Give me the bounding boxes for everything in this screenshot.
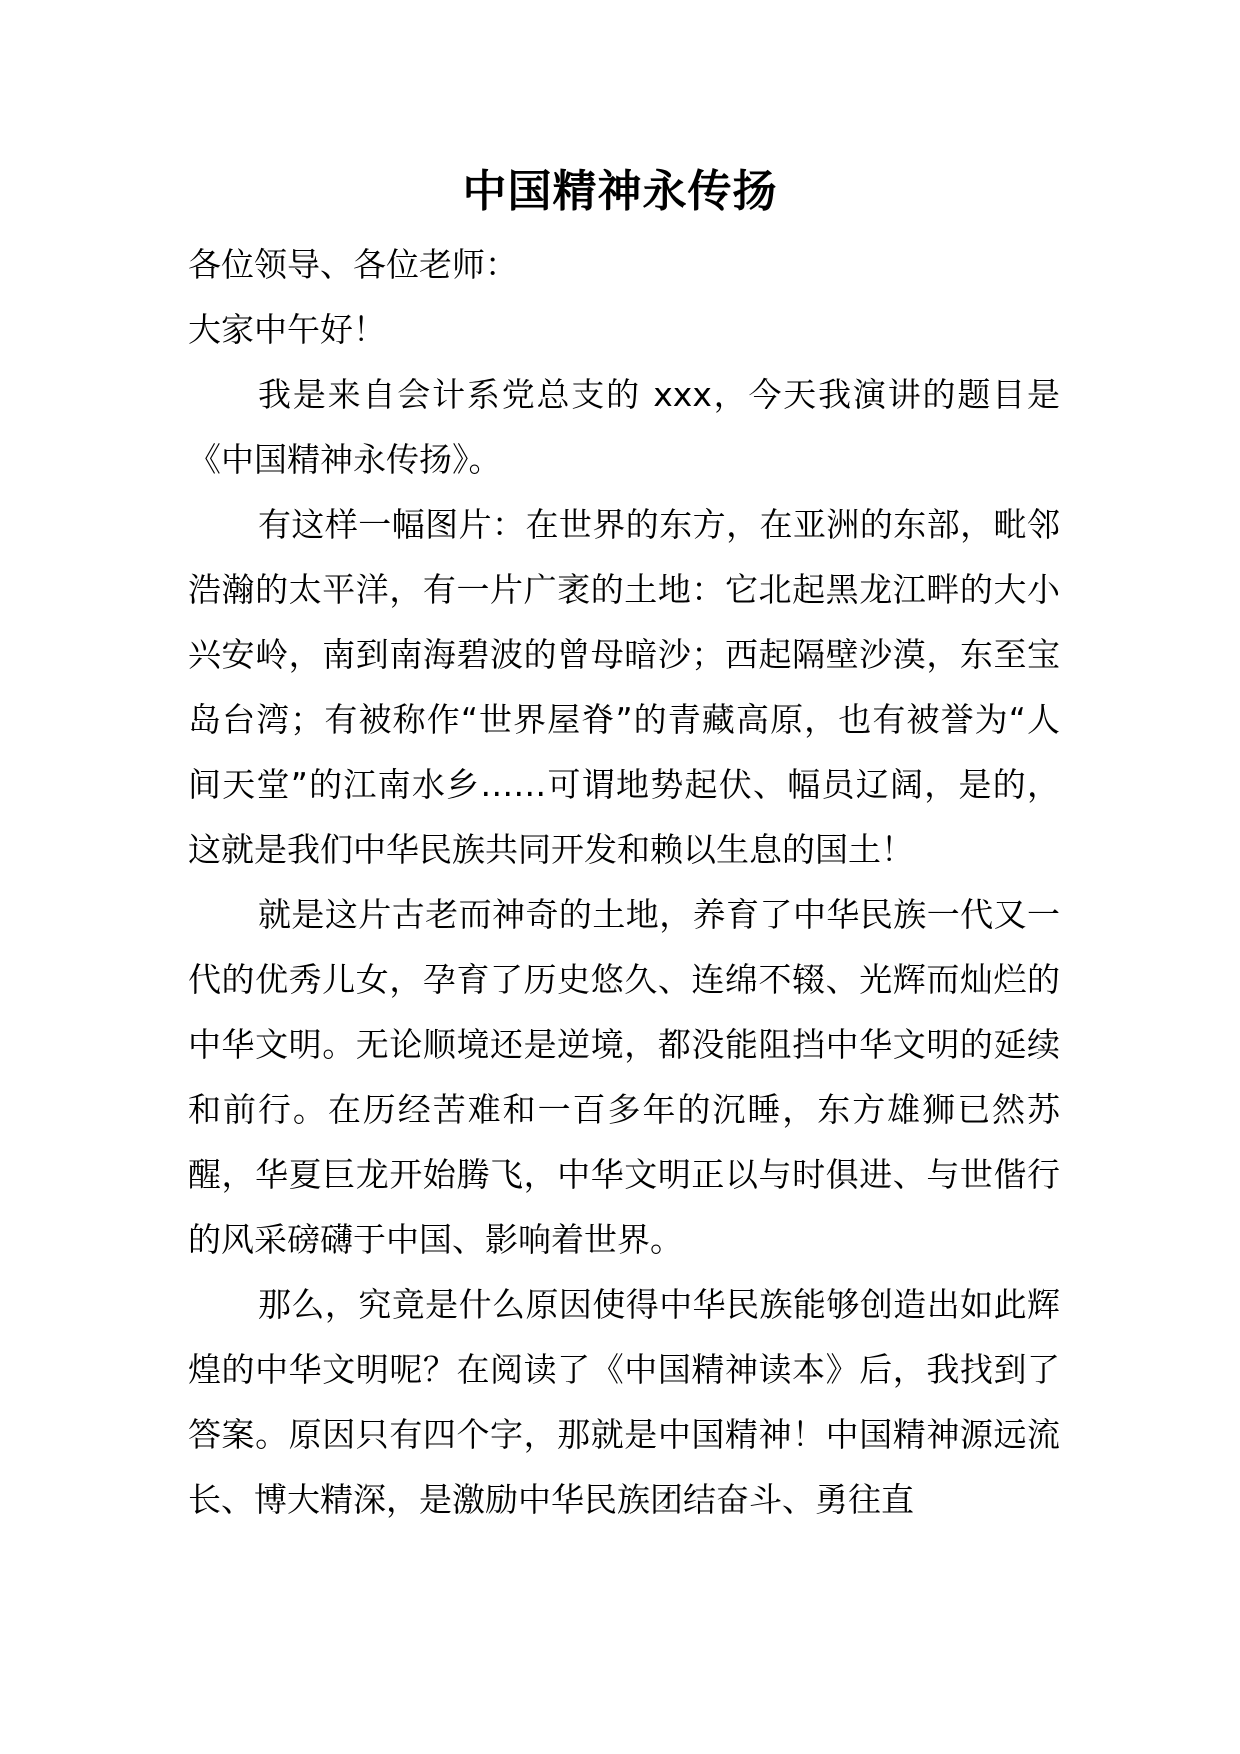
document-title: 中国精神永传扬: [462, 166, 778, 217]
salutation: 各位领导、各位老师：: [188, 245, 518, 284]
paragraph-intro: 我是来自会计系党总支的 xxx，今天我演讲的题目是《中国精神永传扬》。: [188, 375, 1060, 479]
paragraph-land: 有这样一幅图片：在世界的东方，在亚洲的东部，毗邻浩瀚的太平洋，有一片广袤的土地：它北起黑龙江畔的大小兴安岭，南到南海碧波的曾母暗沙；西起隔壁沙漠，东至宝岛台湾；有被称作“世界屋脊”的青藏高原，也有被誉为“人间天堂”的江南水乡……可谓地势起伏、幅员辽阔，是的，这就是我们中华民族共同开发和赖以生息的国土！: [188, 505, 1060, 869]
paragraph-spirit: 那么，究竟是什么原因使得中华民族能够创造出如此辉煌的中华文明呢？在阅读了《中国精神读本》后，我找到了答案。原因只有四个字，那就是中国精神！中国精神源远流长、博大精深，是激励中华民族团结奋斗、勇往直: [188, 1285, 1060, 1519]
document-body: [188, 232, 1060, 1532]
greeting: 大家中午好！: [188, 310, 386, 349]
paragraph-civilization: 就是这片古老而神奇的土地，养育了中华民族一代又一代的优秀儿女，孕育了历史悠久、连绵不辍、光辉而灿烂的中华文明。无论顺境还是逆境，都没能阻挡中华文明的延续和前行。在历经苦难和一百多年的沉睡，东方雄狮已然苏醒，华夏巨龙开始腾飞，中华文明正以与时俱进、与世偕行的风采磅礴于中国、影响着世界。: [188, 895, 1060, 1259]
